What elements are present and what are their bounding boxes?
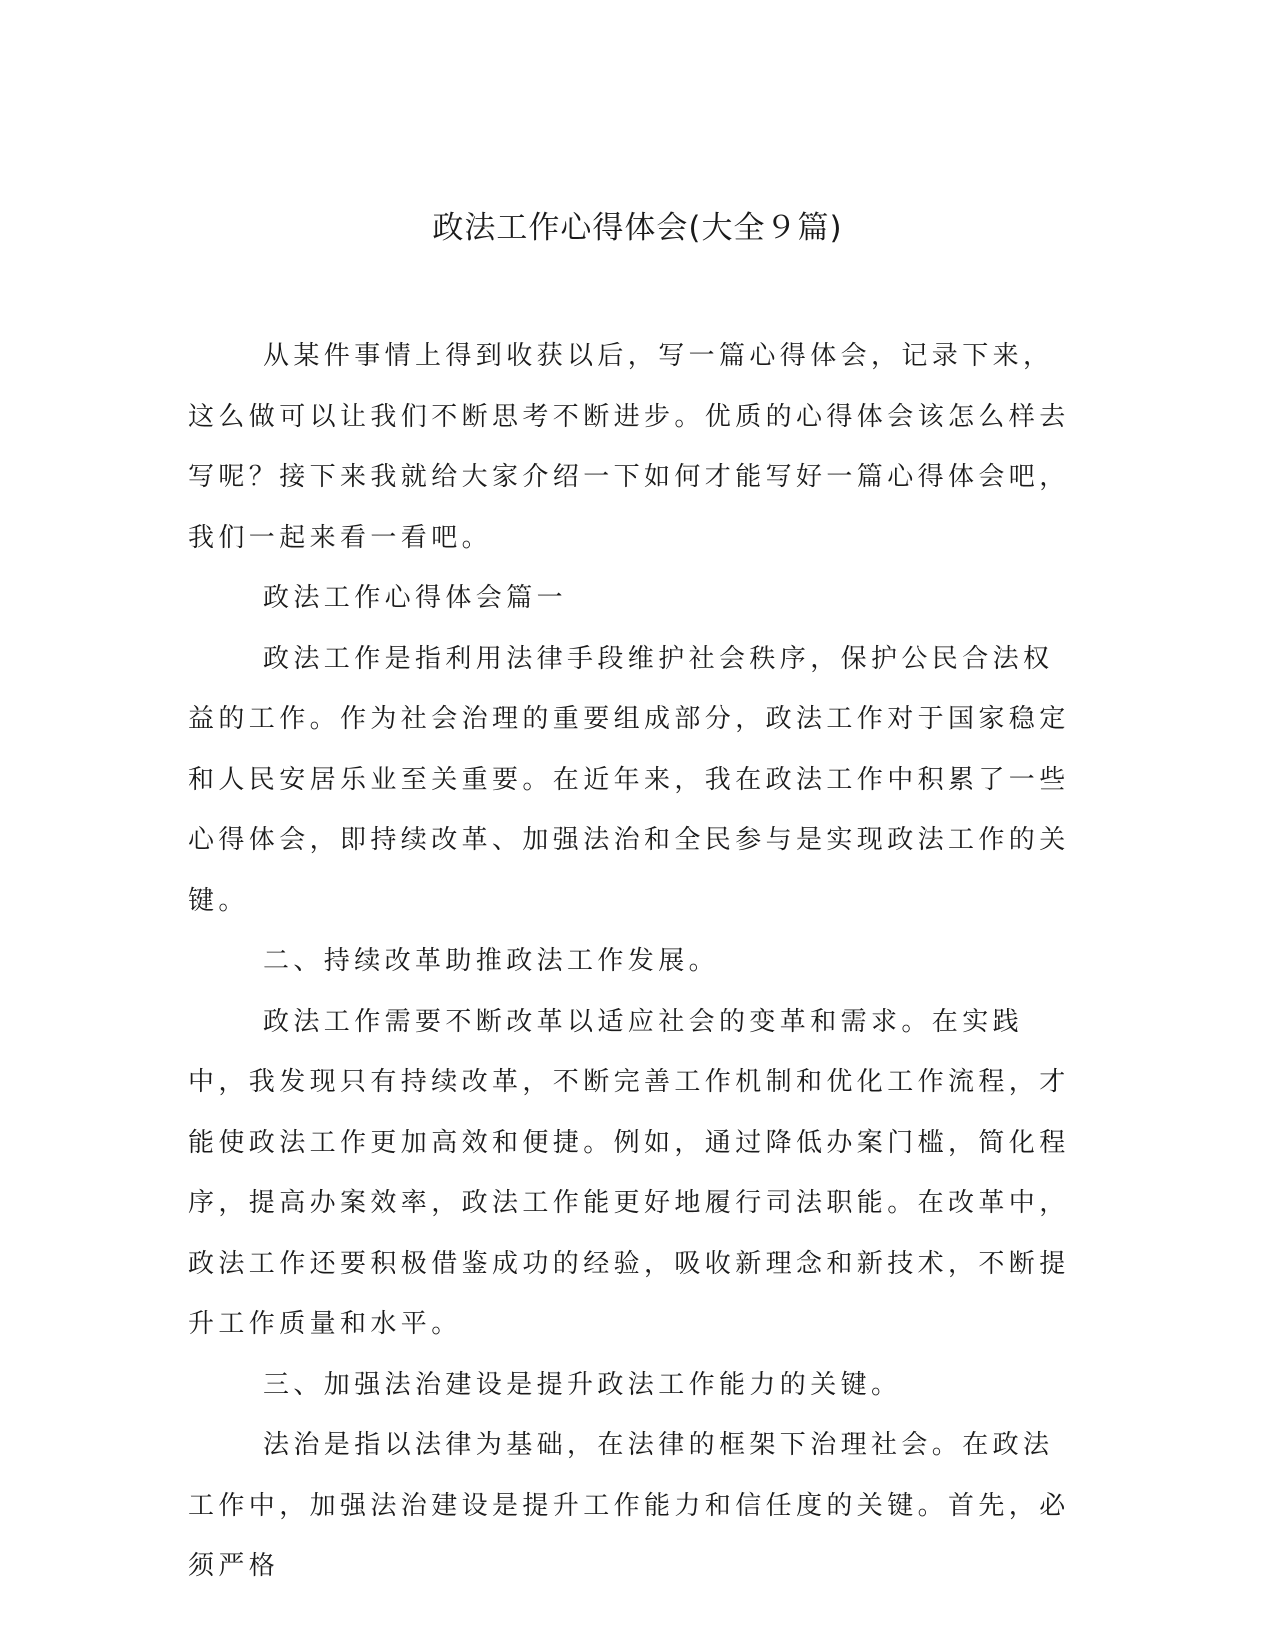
section-heading-part-one: 政法工作心得体会篇一 (263, 583, 568, 613)
section-heading-reform: 二、持续改革助推政法工作发展。 (263, 946, 720, 976)
body-paragraph: 政法工作需要不断改革以适应社会的变革和需求。在实践中，我发现只有持续改革，不断完善工作机制和优化工作流程，才能使政法工作更加高效和便捷。例如，通过降低办案门槛，简化程序，提高办案效率，政法工作能更好地履行司法职能。在改革中，政法工作还要积极借鉴成功的经验，吸收新理念和新技术，不断提升工作质量和水平。 (188, 1006, 1070, 1339)
intro-paragraph: 从某件事情上得到收获以后，写一篇心得体会，记录下来，这么做可以让我们不断思考不断进步。优质的心得体会该怎么样去写呢？接下来我就给大家介绍一下如何才能写好一篇心得体会吧，我们一起来看一看吧。 (188, 341, 1070, 553)
document-body (188, 326, 1070, 1597)
document-title: 政法工作心得体会(大全９篇) (432, 210, 843, 246)
section-heading-rule-of-law: 三、加强法治建设是提升政法工作能力的关键。 (263, 1369, 902, 1400)
body-paragraph: 法治是指以法律为基础，在法律的框架下治理社会。在政法工作中，加强法治建设是提升工作能力和信任度的关键。首先，必须严格 (188, 1430, 1070, 1581)
body-paragraph: 政法工作是指利用法律手段维护社会秩序，保护公民合法权益的工作。作为社会治理的重要组成部分，政法工作对于国家稳定和人民安居乐业至关重要。在近年来，我在政法工作中积累了一些心得体会，即持续改革、加强法治和全民参与是实现政法工作的关键。 (188, 643, 1070, 916)
